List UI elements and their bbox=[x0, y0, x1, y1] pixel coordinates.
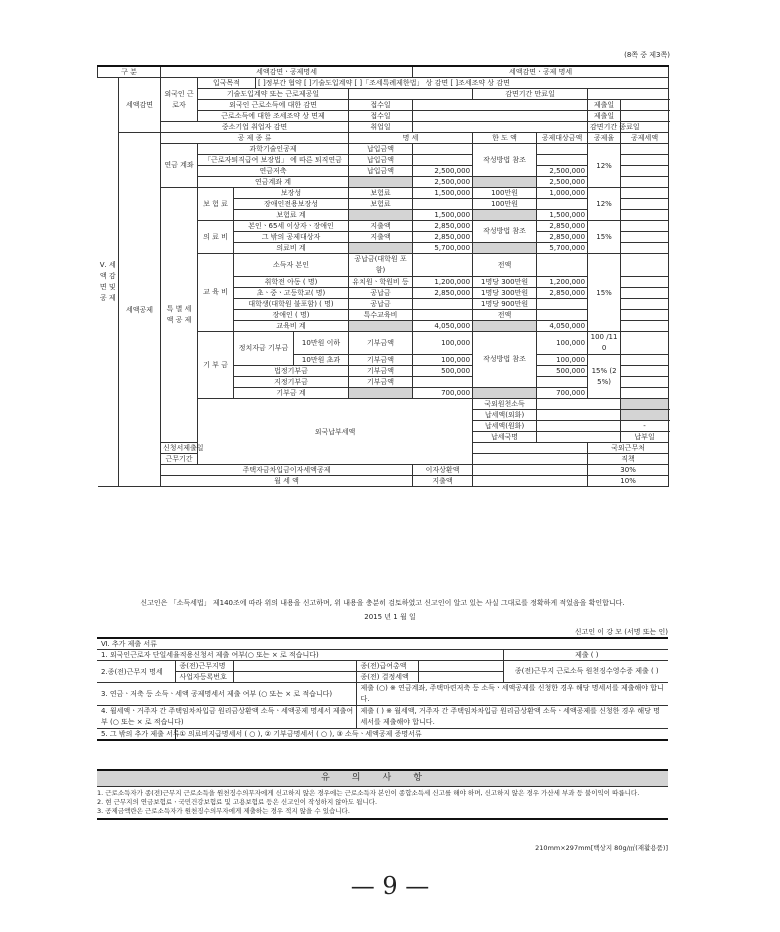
pension-row-detail: 납입금액 bbox=[349, 144, 413, 155]
donation-detail: 기부금액 bbox=[349, 355, 413, 366]
donation-limit: 작성방법 참조 bbox=[473, 332, 537, 388]
limit-header: 한 도 액 bbox=[473, 133, 537, 144]
submit-date-field-2[interactable] bbox=[621, 111, 669, 122]
education-row-amount[interactable] bbox=[413, 299, 473, 310]
item3-label: 3. 연금ㆍ저축 등 소득ㆍ세액 공제명세서 제출 여부 (○ 또는 × 로 적습니다) bbox=[97, 683, 356, 706]
pension-row-detail: 납입금액 bbox=[349, 155, 413, 166]
medical-row-detail: 지출액 bbox=[349, 232, 413, 243]
item4-value[interactable]: 제출 ( ) ※ 월세액, 거주자 간 주택임차차입금 원리금상환액 소득ㆍ세액공제를 신청한 경우 해당 명세서를 제출해야 합니다. bbox=[356, 706, 668, 729]
pension-total-amount: 2,500,000 bbox=[413, 177, 473, 188]
medical-row-tax[interactable] bbox=[621, 232, 669, 243]
notes-title: 유의사항 bbox=[97, 769, 668, 787]
donation-total-amount: 700,000 bbox=[413, 388, 473, 399]
education-row-detail: 공납금(대학원 포함) bbox=[349, 254, 413, 277]
foreign-tax-row-label: 납세액(외화) bbox=[473, 410, 537, 421]
gray-cell bbox=[349, 243, 413, 254]
note-item: 3. 공제금액란은 근로소득자가 원천징수의무자에게 제출하는 경우 적지 않을 수 있습니다. bbox=[97, 807, 350, 815]
education-row-tax[interactable] bbox=[621, 288, 669, 299]
foreign-tax-field[interactable] bbox=[537, 421, 621, 432]
legal-donation-target[interactable]: 500,000 bbox=[537, 366, 588, 377]
education-row-limit: 1명당 300만원 bbox=[473, 277, 537, 288]
tech-contract-field[interactable] bbox=[349, 89, 473, 100]
pension-row-amount[interactable] bbox=[413, 144, 473, 155]
education-rate: 15% bbox=[588, 254, 621, 332]
under-100k-rate: 100 /110 bbox=[588, 332, 621, 355]
under-100k-tax[interactable] bbox=[621, 332, 669, 355]
additional-title: Ⅵ. 추가 제출 서류 bbox=[97, 638, 668, 650]
section5-label: Ⅴ. 세 액 감 면 및 공 제 bbox=[98, 78, 119, 487]
gray-cell bbox=[621, 399, 669, 410]
education-row-tax[interactable] bbox=[621, 254, 669, 277]
under-100k-label: 10만원 이하 bbox=[294, 332, 349, 355]
special-deduction-label: 특 별 세 액 공 제 bbox=[161, 188, 198, 443]
education-row-detail: 특수교육비 bbox=[349, 310, 413, 321]
pension-row-detail: 납입금액 bbox=[349, 166, 413, 177]
employ-date-field[interactable] bbox=[413, 122, 588, 133]
sme-label: 중소기업 취업자 감면 bbox=[161, 122, 349, 133]
medical-total-amount: 5,700,000 bbox=[413, 243, 473, 254]
education-row-target[interactable]: 1,200,000 bbox=[537, 277, 588, 288]
pension-row-tax[interactable] bbox=[621, 155, 669, 166]
gray-cell bbox=[473, 177, 537, 188]
foreign-tax-row-label: 국외원천소득 bbox=[473, 399, 537, 410]
housing-rate: 30% bbox=[588, 465, 669, 476]
detail-header: 명 세 bbox=[349, 133, 473, 144]
insurance-total-amount: 1,500,000 bbox=[413, 210, 473, 221]
notes-section bbox=[97, 769, 668, 820]
under-100k-target[interactable]: 100,000 bbox=[537, 332, 588, 355]
pension-row-target[interactable] bbox=[537, 144, 588, 155]
pension-limit: 작성방법 참조 bbox=[473, 144, 537, 177]
education-row-limit: 1명당 300만원 bbox=[473, 288, 537, 299]
foreign-tax-field[interactable] bbox=[473, 454, 588, 465]
pension-rate: 12% bbox=[588, 144, 621, 188]
donation-detail: 기부금액 bbox=[349, 377, 413, 388]
pension-row-target[interactable] bbox=[537, 155, 588, 166]
donation-detail: 기부금액 bbox=[349, 366, 413, 377]
gray-cell bbox=[473, 243, 537, 254]
insurance-row-tax[interactable] bbox=[621, 188, 669, 199]
foreign-tax-field[interactable] bbox=[537, 399, 621, 410]
under-100k-amount[interactable]: 100,000 bbox=[413, 332, 473, 355]
education-row-target[interactable] bbox=[537, 254, 588, 277]
note-item: 1. 근로소득자가 종(전)근무지 근로소득을 원천징수의무자에게 신고하지 않은 경우에는 근로소득자 본인이 종합소득세 신고를 해야 하며, 신고하지 않은 경우 가산세 부과 등 불이익이 따릅니다. bbox=[97, 789, 640, 797]
education-row-amount[interactable] bbox=[413, 310, 473, 321]
insurance-rate: 12% bbox=[588, 188, 621, 221]
education-row-target[interactable] bbox=[537, 299, 588, 310]
rent-rate: 10% bbox=[588, 476, 669, 487]
insurance-row-limit: 100만원 bbox=[473, 188, 537, 199]
donation-total-label: 기부금 계 bbox=[234, 388, 349, 399]
foreign-tax-right-label: 직책 bbox=[588, 454, 669, 465]
deduction-label: 세액공제 bbox=[119, 133, 161, 487]
item1-value[interactable]: 제출 ( ) bbox=[503, 650, 668, 661]
medical-row-target[interactable]: 2,850,000 bbox=[537, 232, 588, 243]
medical-row-amount[interactable]: 2,850,000 bbox=[413, 232, 473, 243]
donation-detail: 기부금액 bbox=[349, 332, 413, 355]
education-row-detail: 공납금 bbox=[349, 288, 413, 299]
gray-cell bbox=[473, 388, 537, 399]
education-row-limit: 전액 bbox=[473, 310, 537, 321]
insurance-total-target: 1,500,000 bbox=[537, 210, 588, 221]
education-row-name: 장애인 ( 명) bbox=[234, 310, 349, 321]
insurance-row-detail: 보험료 bbox=[349, 188, 413, 199]
reduction-label: 세액감면 bbox=[119, 78, 161, 133]
sme-end-label: 감면기간 종료일 bbox=[588, 122, 621, 133]
submit-date-label-2: 제출일 bbox=[588, 111, 621, 122]
item2-tax-field[interactable] bbox=[418, 672, 503, 683]
political-donation-label: 정치자금 기부금 bbox=[234, 332, 294, 366]
pension-row-name: 「근로자퇴직급여 보장법」 에 따른 퇴직연금 bbox=[198, 155, 349, 166]
foreign-tax-right-label: - bbox=[621, 421, 669, 432]
gray-cell bbox=[349, 177, 413, 188]
item2-bizno-field[interactable] bbox=[233, 672, 356, 683]
item2-name-label: 종(전)근무지명 bbox=[175, 661, 233, 672]
pension-total-label: 연금계좌 계 bbox=[198, 177, 349, 188]
item2-tax-label: 종(전) 결정세액 bbox=[356, 672, 418, 683]
donation-rate: 15% (25%) bbox=[588, 355, 621, 399]
medical-total-target: 5,700,000 bbox=[537, 243, 588, 254]
item2-value[interactable]: 종(전)근무지 근로소득 원천징수영수증 제출 ( ) bbox=[503, 661, 668, 683]
education-row-tax[interactable] bbox=[621, 277, 669, 288]
education-row-detail: 유치원ㆍ학원비 등 bbox=[349, 277, 413, 288]
insurance-row-amount[interactable]: 1,500,000 bbox=[413, 188, 473, 199]
receipt-date-label-2: 접수일 bbox=[349, 111, 413, 122]
page-number: — 9 — bbox=[350, 872, 430, 900]
item1-label: 1. 외국인근로자 단일세율적용신청서 제출 여부(○ 또는 × 로 적습니다) bbox=[97, 650, 503, 661]
pension-row-name: 연금저축 bbox=[198, 166, 349, 177]
over-100k-tax[interactable] bbox=[621, 355, 669, 366]
foreign-tax-label: 외국납부세액 bbox=[198, 399, 473, 465]
education-row-limit: 1명당 900만원 bbox=[473, 299, 537, 310]
end-date-field[interactable] bbox=[588, 89, 669, 100]
foreign-worker-label: 외국인 근로자 bbox=[161, 78, 198, 122]
foreign-tax-row-label: 납세액(원화) bbox=[473, 421, 537, 432]
education-row-target[interactable] bbox=[537, 310, 588, 321]
receipt-date-label: 접수일 bbox=[349, 100, 413, 111]
education-row-tax[interactable] bbox=[621, 310, 669, 321]
designated-donation-target[interactable] bbox=[537, 377, 588, 388]
designated-donation-label: 지정기부금 bbox=[234, 377, 349, 388]
insurance-row-tax[interactable] bbox=[621, 199, 669, 210]
foreign-tax-field[interactable] bbox=[537, 432, 621, 443]
donation-total-target: 700,000 bbox=[537, 388, 588, 399]
rate-header: 공제율 bbox=[588, 133, 621, 144]
over-100k-label: 10만원 초과 bbox=[294, 355, 349, 366]
medical-total-tax[interactable] bbox=[621, 243, 669, 254]
pension-total-target: 2,500,000 bbox=[537, 177, 588, 188]
donation-total-tax[interactable] bbox=[621, 388, 669, 399]
education-row-amount[interactable]: 2,850,000 bbox=[413, 288, 473, 299]
education-total-label: 교육비 계 bbox=[234, 321, 349, 332]
insurance-label: 보 험 료 bbox=[198, 188, 234, 221]
designated-donation-tax[interactable] bbox=[621, 377, 669, 388]
treaty-label: 근로소득에 대한 조세조약 상 면제 bbox=[198, 111, 349, 122]
education-total-tax[interactable] bbox=[621, 321, 669, 332]
education-row-name: 소득자 본인 bbox=[234, 254, 349, 277]
education-row-tax[interactable] bbox=[621, 299, 669, 310]
insurance-row-target[interactable]: 1,000,000 bbox=[537, 188, 588, 199]
additional-docs-table bbox=[97, 637, 668, 741]
submit-date-label: 제출일 bbox=[588, 100, 621, 111]
insurance-total-tax[interactable] bbox=[621, 210, 669, 221]
employ-date-label: 취업일 bbox=[349, 122, 413, 133]
foreign-tax-field[interactable] bbox=[473, 443, 588, 454]
entry-purpose-options[interactable]: [ ]정부간 협약 [ ]기술도입계약 [ ]「조세특례제한법」 상 감면 [ ]조세조약 상 감면 bbox=[256, 78, 669, 89]
signer[interactable]: 신고인 이 강 모 (서명 또는 인) bbox=[574, 628, 668, 636]
legal-donation-label: 법정기부금 bbox=[234, 366, 349, 377]
col1-header: 세액감면ㆍ공제명세 bbox=[161, 66, 413, 78]
col2-header: 세액감면ㆍ공제 명세 bbox=[413, 66, 669, 78]
gubun-header: 구 분 bbox=[98, 66, 161, 78]
medical-row-name: 그 밖의 공제대상자 bbox=[234, 232, 349, 243]
item2-salary-field[interactable] bbox=[418, 661, 503, 672]
housing-field[interactable] bbox=[473, 465, 588, 476]
rent-label: 월 세 액 bbox=[161, 476, 413, 487]
rent-field[interactable] bbox=[473, 476, 588, 487]
over-100k-amount[interactable]: 100,000 bbox=[413, 355, 473, 366]
insurance-row-target[interactable] bbox=[537, 199, 588, 210]
insurance-row-limit: 100만원 bbox=[473, 199, 537, 210]
item2-salary-label: 종(전)급여총액 bbox=[356, 661, 418, 672]
housing-label: 주택자금차입금이자세액공제 bbox=[161, 465, 413, 476]
insurance-row-amount[interactable] bbox=[413, 199, 473, 210]
insurance-row-name: 장애인전용보장성 bbox=[234, 199, 349, 210]
pension-row-tax[interactable] bbox=[621, 166, 669, 177]
designated-donation-amount[interactable] bbox=[413, 377, 473, 388]
education-label: 교 육 비 bbox=[198, 254, 234, 332]
entry-purpose-label: 입국목적 bbox=[198, 78, 256, 89]
legal-donation-amount[interactable]: 500,000 bbox=[413, 366, 473, 377]
foreign-tax-row-label: 납세국명 bbox=[473, 432, 537, 443]
education-row-amount[interactable] bbox=[413, 254, 473, 277]
gray-cell bbox=[349, 210, 413, 221]
medical-label: 의 료 비 bbox=[198, 221, 234, 254]
page-info: (8쪽 중 제3쪽) bbox=[624, 51, 670, 59]
pension-label: 연금 계좌 bbox=[161, 144, 198, 188]
education-row-detail: 공납금 bbox=[349, 299, 413, 310]
foreign-tax-row-label: 근무기간 bbox=[161, 454, 198, 465]
medical-row-amount[interactable]: 2,850,000 bbox=[413, 221, 473, 232]
foreign-tax-right-label: 국외근무처 bbox=[588, 443, 669, 454]
item2-name-field[interactable] bbox=[233, 661, 356, 672]
gray-cell bbox=[621, 410, 669, 421]
education-total-target: 4,050,000 bbox=[537, 321, 588, 332]
pension-row-amount[interactable]: 2,500,000 bbox=[413, 166, 473, 177]
medical-limit: 작성방법 참조 bbox=[473, 221, 537, 243]
declaration-text: 신고인은 「소득세법」 제140조에 따라 위의 내용을 신고하며, 위 내용을 충분히 검토하였고 신고인이 알고 있는 사실 그대로를 정확하게 적었음을 확인합니다. bbox=[140, 599, 625, 607]
note-item: 2. 현 근무지의 연금보험료ㆍ국민건강보험료 및 고용보험료 등은 신고인이 작성하지 않아도 됩니다. bbox=[97, 798, 378, 806]
foreign-tax-right-label: 납부일 bbox=[621, 432, 669, 443]
tax-header: 공제세액 bbox=[621, 133, 669, 144]
education-row-name: 대학생(대학원 불포함) ( 명) bbox=[234, 299, 349, 310]
deduction-table bbox=[97, 65, 669, 487]
insurance-row-detail: 보험료 bbox=[349, 199, 413, 210]
gray-cell bbox=[473, 210, 537, 221]
pension-row-tax[interactable] bbox=[621, 144, 669, 155]
education-row-name: 초ㆍ중ㆍ고등학교( 명) bbox=[234, 288, 349, 299]
item3-value[interactable]: 제출 (○) ※ 연금계좌, 주택마련저축 등 소득ㆍ세액공제를 신청한 경우 해당 명세서를 제출해야 합니다. bbox=[356, 683, 668, 706]
education-row-target[interactable]: 2,850,000 bbox=[537, 288, 588, 299]
tech-contract-label: 기술도입계약 또는 근로제공일 bbox=[198, 89, 349, 100]
foreign-tax-row-label: 신청서제출일 bbox=[161, 443, 198, 454]
medical-row-detail: 지출액 bbox=[349, 221, 413, 232]
item5-value[interactable]: ① 의료비지급명세서 ( ○ ), ② 기부금명세서 ( ○ ), ③ 소득ㆍ세액공제 증명서류 bbox=[175, 729, 668, 741]
over-100k-target[interactable]: 100,000 bbox=[537, 355, 588, 366]
gray-cell bbox=[473, 321, 537, 332]
education-row-name: 취학전 아동 ( 명) bbox=[234, 277, 349, 288]
pension-row-amount[interactable] bbox=[413, 155, 473, 166]
foreign-tax-field[interactable] bbox=[537, 410, 621, 421]
receipt-date-field-2[interactable] bbox=[413, 111, 588, 122]
declaration-date: 2015 년 1 월 일 bbox=[364, 613, 416, 621]
medical-total-label: 의료비 계 bbox=[234, 243, 349, 254]
pension-total-tax[interactable] bbox=[621, 177, 669, 188]
item2-label: 2.종(전)근무지 명세 bbox=[97, 661, 175, 683]
pension-row-target[interactable]: 2,500,000 bbox=[537, 166, 588, 177]
kind-header: 공 제 종 류 bbox=[161, 133, 349, 144]
insurance-row-name: 보장성 bbox=[234, 188, 349, 199]
education-total-amount: 4,050,000 bbox=[413, 321, 473, 332]
housing-detail: 이자상환액 bbox=[413, 465, 473, 476]
item5-label: 5. 그 밖의 추가 제출 서류 bbox=[97, 729, 175, 741]
paper-spec: 210mm×297mm[백상지 80g/㎡(재활용품)] bbox=[535, 844, 668, 852]
donation-label: 기 부 금 bbox=[198, 332, 234, 399]
medical-rate: 15% bbox=[588, 221, 621, 254]
gray-cell bbox=[349, 321, 413, 332]
education-row-amount[interactable]: 1,200,000 bbox=[413, 277, 473, 288]
item4-label: 4. 월세액ㆍ거주자 간 주택임차차입금 원리금상환액 소득ㆍ세액공제 명세서 제출여부 (○ 또는 × 로 적습니다) bbox=[97, 706, 356, 729]
education-row-limit: 전액 bbox=[473, 254, 537, 277]
medical-row-name: 본인ㆍ65세 이상자ㆍ장애인 bbox=[234, 221, 349, 232]
gray-cell bbox=[349, 388, 413, 399]
rent-detail: 지출액 bbox=[413, 476, 473, 487]
item2-bizno-label: 사업자등록번호 bbox=[175, 672, 233, 683]
target-header: 공제대상금액 bbox=[537, 133, 588, 144]
submit-date-field[interactable] bbox=[621, 100, 669, 111]
medical-row-target[interactable]: 2,850,000 bbox=[537, 221, 588, 232]
end-date-label: 감면기간 만료일 bbox=[473, 89, 588, 100]
insurance-total-label: 보험료 계 bbox=[234, 210, 349, 221]
medical-row-tax[interactable] bbox=[621, 221, 669, 232]
pension-row-name: 과학기술인공제 bbox=[198, 144, 349, 155]
receipt-date-field[interactable] bbox=[413, 100, 588, 111]
legal-donation-tax[interactable] bbox=[621, 366, 669, 377]
foreign-income-label: 외국인 근로소득에 대한 감면 bbox=[198, 100, 349, 111]
